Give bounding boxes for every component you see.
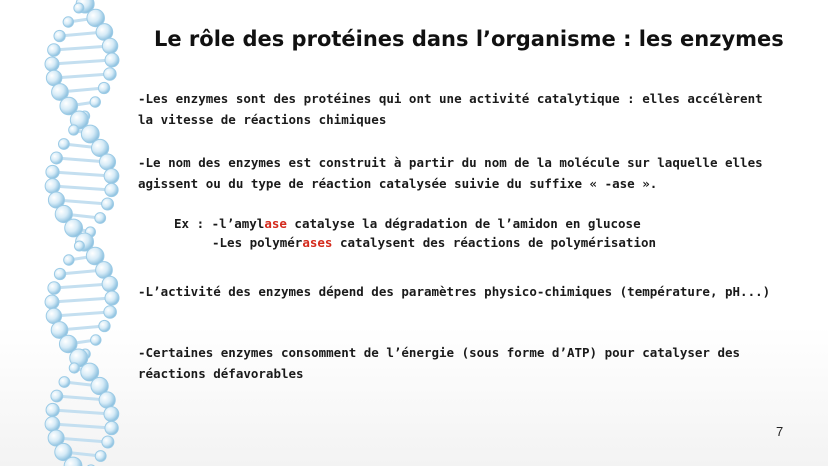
dna-ball [48, 44, 61, 57]
dna-ball [54, 268, 65, 279]
suffix-highlight: ase [264, 216, 287, 231]
dna-rung [52, 424, 111, 428]
dna-ball [46, 403, 59, 416]
dna-rung [54, 46, 110, 50]
dna-ball [90, 97, 100, 107]
dna-ball [99, 154, 115, 170]
dna-ball [91, 335, 101, 345]
suffix-highlight: ases [302, 235, 333, 250]
paragraph-energy-consumption: -Certaines enzymes consomment de l’énergie (sous forme d’ATP) pour catalyser des réactions défavorables [138, 345, 741, 381]
example-prefix: Ex : [174, 216, 212, 231]
example-line-amylase: Ex : -l’amylase catalyse la dégradation de l’amidon en glucose [174, 216, 641, 231]
dna-ball [74, 241, 84, 251]
dna-rung [54, 312, 110, 316]
dna-ball [105, 291, 119, 305]
dna-ball [63, 17, 73, 27]
dna-ball [69, 363, 79, 373]
dna-ball [54, 30, 65, 41]
dna-ball [105, 183, 118, 196]
dna-ball [105, 421, 118, 434]
dna-ball [95, 213, 106, 224]
dna-ball [102, 436, 114, 448]
paragraph-enzyme-activity: -L’activité des enzymes dépend des paramètres physico-chimiques (température, pH...) [138, 284, 771, 299]
dna-rung [53, 410, 112, 414]
dna-ball [99, 320, 110, 331]
dna-helix-graphic [0, 0, 150, 466]
dna-rung [52, 186, 111, 190]
dna-ball [45, 57, 59, 71]
example-line-polymerases: -Les polymérases catalysent des réactions de polymérisation [212, 235, 657, 250]
dna-ball [45, 417, 60, 432]
dna-ball [64, 255, 74, 265]
paragraph-enzyme-naming: -Le nom des enzymes est construit à partir du nom de la molécule sur laquelle elles agissent ou du type de réaction catalysée suivie du suffixe « -ase ». [138, 155, 763, 191]
dna-rung [52, 298, 112, 302]
dna-ball [104, 169, 119, 184]
dna-ball [95, 451, 106, 462]
dna-ball [104, 407, 119, 422]
dna-ball [69, 125, 79, 135]
dna-rung [52, 60, 112, 64]
dna-ball [45, 179, 60, 194]
dna-rung [54, 284, 110, 288]
dna-ball [99, 392, 115, 408]
dna-ball [105, 53, 119, 67]
dna-ball [51, 152, 63, 164]
dna-ball [48, 282, 61, 295]
dna-ball [74, 3, 84, 13]
dna-ball [58, 139, 69, 150]
dna-rung [54, 74, 110, 78]
dna-ball [102, 38, 117, 53]
dna-ball [104, 68, 117, 81]
dna-ball [104, 306, 117, 319]
dna-ball [98, 82, 109, 93]
dna-rung [53, 172, 112, 176]
dna-ball [59, 377, 70, 388]
dna-ball [102, 276, 117, 291]
dna-ball [46, 165, 59, 178]
slide-title: Le rôle des protéines dans l’organisme : les enzymes [154, 27, 784, 51]
dna-ball [45, 295, 59, 309]
dna-ball [51, 390, 63, 402]
page-number: 7 [776, 424, 784, 439]
paragraph-enzymes-definition: -Les enzymes sont des protéines qui ont une activité catalytique : elles accélèrent la vitesse de réactions chimiques [138, 91, 763, 127]
dna-ball [102, 198, 114, 210]
